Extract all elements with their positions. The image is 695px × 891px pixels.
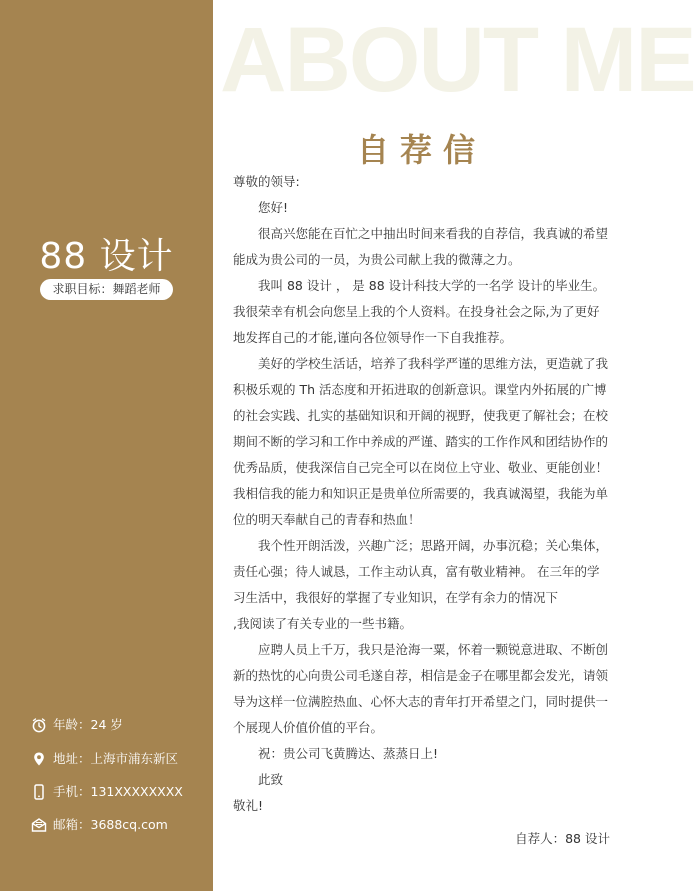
mail-icon — [31, 817, 47, 833]
info-phone-text: 手机：131XXXXXXXX — [53, 784, 183, 799]
letter-body — [233, 169, 611, 819]
letter-paragraph-continuation: ,我阅读了有关专业的一些书籍。 — [233, 616, 412, 631]
letter-paragraph: 很高兴您能在百忙之中抽出时间来看我的自荐信，我真诚的希望能成为贵公司的一员，为贵公司献上我的微薄之力。 — [233, 226, 609, 267]
info-email-text: 邮箱：3688cq.com — [53, 817, 168, 832]
info-phone — [31, 782, 211, 802]
info-email — [31, 815, 211, 835]
letter-closing-1: 此致 — [258, 772, 284, 787]
location-pin-icon — [31, 751, 47, 767]
letter-signature: 自荐人：88 设计 — [515, 831, 610, 846]
phone-icon — [31, 784, 47, 800]
info-age-text: 年龄：24 岁 — [53, 717, 123, 732]
letter-closing-2: 敬礼! — [233, 798, 264, 813]
letter-paragraph: 我个性开朗活泼，兴趣广泛；思路开阔，办事沉稳；关心集体，责任心强；待人诚恳，工作主动认真，富有敬业精神。 在三年的学习生活中，我很好的掌握了专业知识，在学有余力的情况下 — [233, 538, 609, 605]
job-goal-badge: 求职目标：舞蹈老师 — [40, 279, 173, 300]
info-age — [31, 715, 211, 735]
letter-greeting: 您好! — [258, 200, 289, 215]
info-address-text: 地址：上海市浦东新区 — [53, 751, 179, 766]
info-address — [31, 749, 211, 769]
letter-salutation: 尊敬的领导: — [233, 174, 300, 189]
letter-paragraph: 应聘人员上千万，我只是沧海一粟，怀着一颗锐意进取、不断创新的热忱的心向贵公司毛遂自荐，相信是金子在哪里都会发光，请领导为这样一位满腔热血、心怀大志的青年打开希望之门，同时提供一个展现人价值价值的平台。 — [233, 642, 609, 735]
letter-paragraph: 美好的学校生活话，培养了我科学严谨的思维方法，更造就了我积极乐观的 Th 活态度和开拓进取的创新意识。课堂内外拓展的广博的社会实践、扎实的基础知识和开阔的视野，使我更了解社会；在校期间不断的学习和工作中养成的严谨、踏实的工作作风和团结协作的优秀品质，使我深信自己完全可以在岗位上守业、敬业、更能创业！我相信我的能力和知识正是贵单位所需要的，我真诚渴望，我能为单位的明天奉献自己的青春和热血！ — [233, 356, 609, 527]
sidebar — [0, 0, 213, 891]
profile-name: 88 设计 — [39, 236, 174, 277]
letter-wish: 祝：贵公司飞黄腾达、蒸蒸日上! — [258, 746, 439, 761]
letter-paragraph: 我叫 88 设计 ， 是 88 设计科技大学的一名学 设计的毕业生。我很荣幸有机会向您呈上我的个人资料。在投身社会之际,为了更好地发挥自己的才能,谨向各位领导作一下自我推荐。 — [233, 278, 606, 345]
clock-icon — [31, 717, 47, 733]
watermark-about-me: ABOUT ME — [220, 9, 695, 111]
page-title: 自荐信 — [356, 131, 486, 169]
